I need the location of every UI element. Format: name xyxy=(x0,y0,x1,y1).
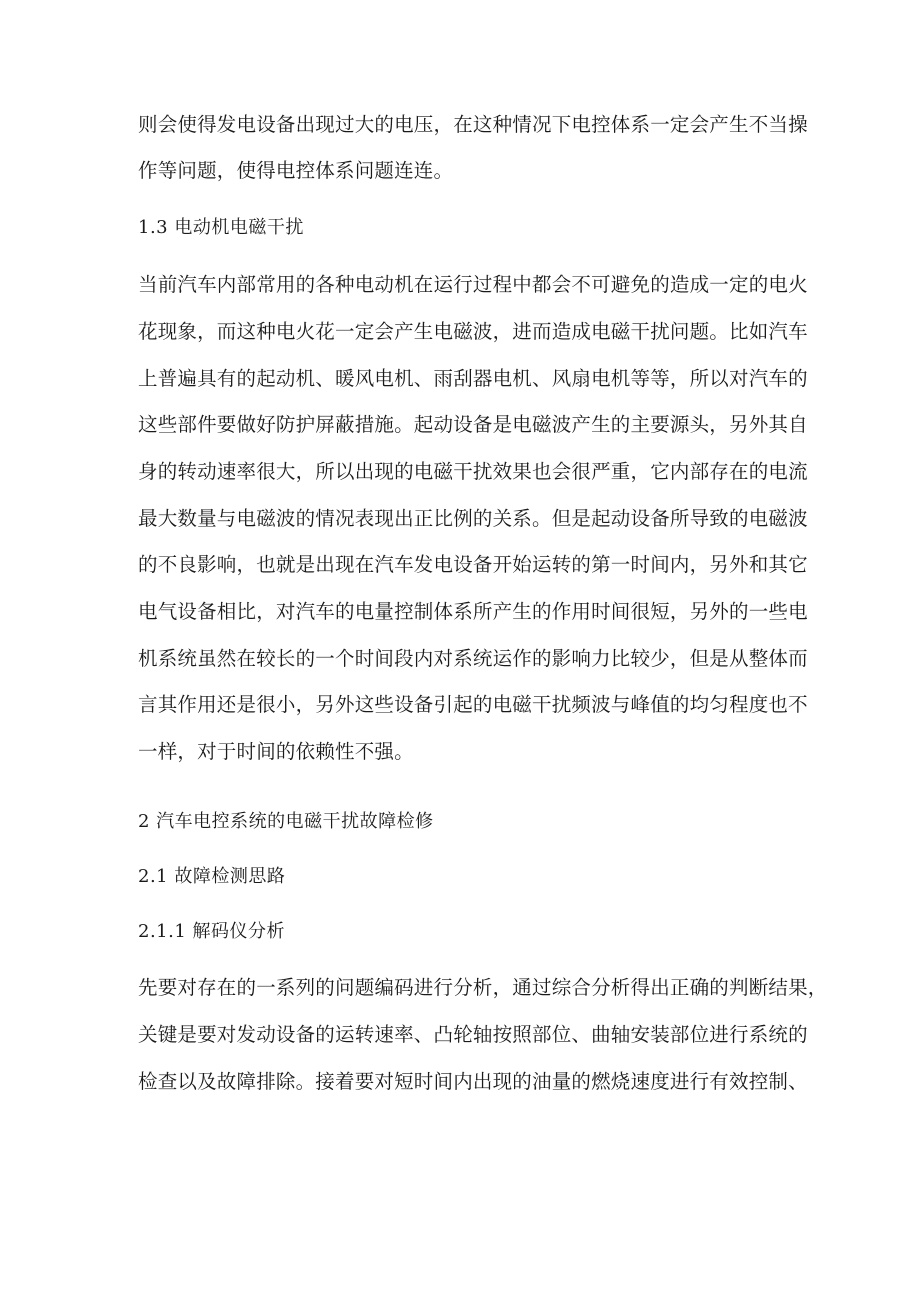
paragraph-line: 言其作用还是很小，另外这些设备引起的电磁干扰频波与峰值的均匀程度也不 xyxy=(138,693,808,716)
paragraph-line: 当前汽车内部常用的各种电动机在运行过程中都会不可避免的造成一定的电火 xyxy=(138,273,808,296)
paragraph-line: 最大数量与电磁波的情况表现出正比例的关系。但是起动设备所导致的电磁波 xyxy=(138,507,808,530)
paragraph-line: 这些部件要做好防护屏蔽措施。起动设备是电磁波产生的主要源头，另外其自 xyxy=(138,413,808,436)
paragraph-line: 身的转动速率很大，所以出现的电磁干扰效果也会很严重，它内部存在的电流 xyxy=(138,460,808,483)
paragraph-line: 先要对存在的一系列的问题编码进行分析，通过综合分析得出正确的判断结果， xyxy=(138,976,828,999)
paragraph-line: 关键是要对发动设备的运转速率、凸轮轴按照部位、曲轴安装部位进行系统的 xyxy=(138,1023,808,1046)
paragraph-line: 电气设备相比，对汽车的电量控制体系所产生的作用时间很短，另外的一些电 xyxy=(138,600,808,623)
section-heading-2-1-1: 2.1.1 解码仪分析 xyxy=(138,921,286,942)
paragraph-line: 作等问题，使得电控体系问题连连。 xyxy=(138,159,454,182)
paragraph-line: 一样，对于时间的依赖性不强。 xyxy=(138,740,414,763)
paragraph-line: 的不良影响，也就是出现在汽车发电设备开始运转的第一时间内，另外和其它 xyxy=(138,553,808,576)
section-heading-2-1: 2.1 故障检测思路 xyxy=(138,866,286,887)
section-heading-2: 2 汽车电控系统的电磁干扰故障检修 xyxy=(138,811,434,832)
paragraph-line: 检查以及故障排除。接着要对短时间内出现的油量的燃烧速度进行有效控制、 xyxy=(138,1070,808,1093)
section-heading-1-3: 1.3 电动机电磁干扰 xyxy=(138,217,304,238)
paragraph-line: 则会使得发电设备出现过大的电压，在这种情况下电控体系一定会产生不当操 xyxy=(138,113,808,136)
paragraph-line: 上普遍具有的起动机、暖风电机、雨刮器电机、风扇电机等等，所以对汽车的 xyxy=(138,367,808,390)
paragraph-line: 机系统虽然在较长的一个时间段内对系统运作的影响力比较少，但是从整体而 xyxy=(138,647,808,670)
paragraph-line: 花现象，而这种电火花一定会产生电磁波，进而造成电磁干扰问题。比如汽车 xyxy=(138,320,808,343)
